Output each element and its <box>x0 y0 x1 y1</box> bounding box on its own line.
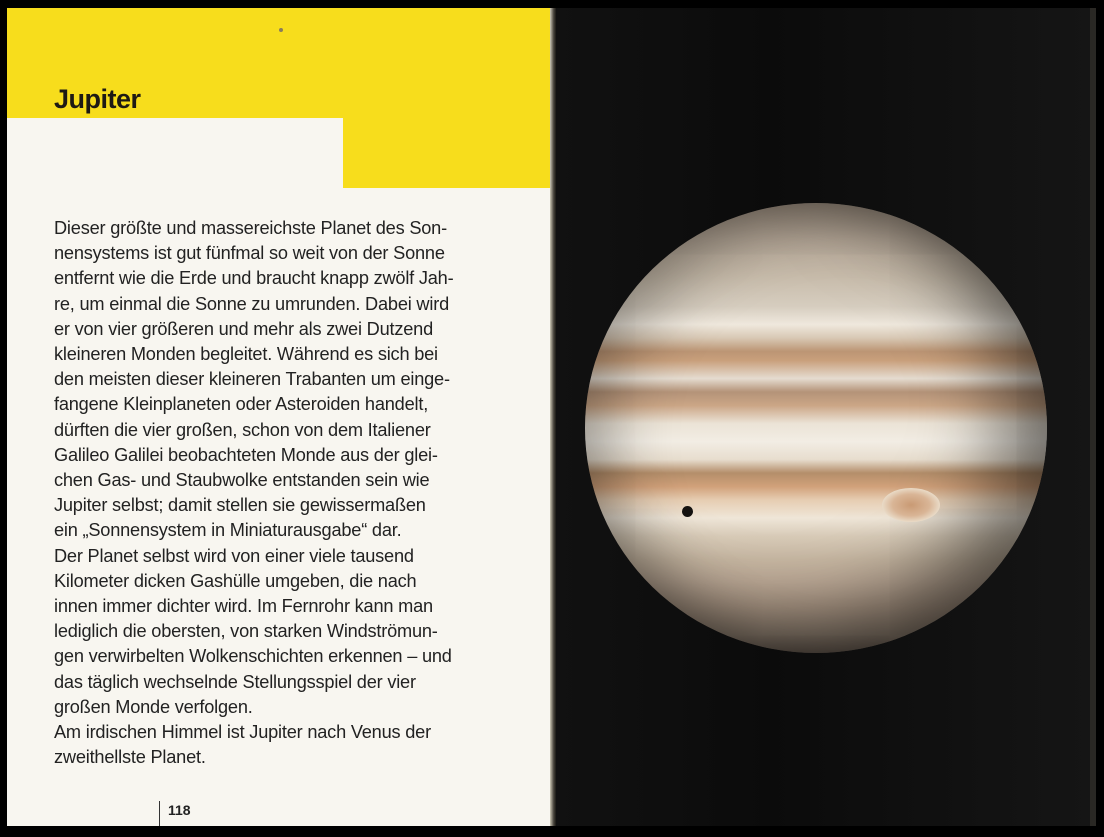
text-line: fangene Kleinplaneten oder Asteroiden handelt, <box>54 394 429 415</box>
text-line: Dieser größte und massereichste Planet des Son- <box>54 218 447 238</box>
moon-shadow <box>682 506 693 517</box>
great-red-spot <box>882 488 940 522</box>
text-line: re, um einmal die Sonne zu umrunden. Dabei wird <box>54 293 449 314</box>
text-line: chen Gas- und Staubwolke entstanden sein wie <box>54 470 430 491</box>
page-edge <box>1090 8 1096 826</box>
right-page <box>556 8 1090 826</box>
yellow-accent-block <box>343 118 550 188</box>
page-number-rule <box>159 801 160 826</box>
text-line: Der Planet selbst wird von einer viele tausend <box>54 545 414 566</box>
page-title: Jupiter <box>54 84 141 114</box>
text-line: das täglich wechselnde Stellungsspiel der vier <box>54 671 416 692</box>
text-line: dürften die vier großen, schon von dem Italiener <box>54 419 431 440</box>
text-line: Jupiter selbst; damit stellen sie gewissermaßen <box>54 495 426 516</box>
text-line: Galileo Galilei beobachteten Monde aus der glei- <box>54 444 438 465</box>
jupiter-planet-photo <box>585 203 1047 653</box>
text-line: den meisten dieser kleineren Trabanten um einge- <box>54 369 450 390</box>
left-page <box>7 8 551 826</box>
page-number: 118 <box>168 802 191 818</box>
text-line: innen immer dichter wird. Im Fernrohr kann man <box>54 596 433 617</box>
text-line: Kilometer dicken Gashülle umgeben, die nach <box>54 570 417 591</box>
print-speck <box>279 28 283 32</box>
text-line: kleineren Monden begleitet. Während es sich bei <box>54 344 438 365</box>
text-line: zweithellste Planet. <box>54 747 206 768</box>
body-text <box>54 216 524 770</box>
text-line: lediglich die obersten, von starken Windströmun- <box>54 621 438 642</box>
text-line: nensystems ist gut fünfmal so weit von der Sonne <box>54 243 445 264</box>
text-line: Am irdischen Himmel ist Jupiter nach Venus der <box>54 722 431 743</box>
text-line: großen Monde verfolgen. <box>54 696 253 717</box>
text-line: er von vier größeren und mehr als zwei Dutzend <box>54 318 433 339</box>
text-line: ein „Sonnensystem in Miniaturausgabe“ dar. <box>54 520 402 541</box>
text-line: gen verwirbelten Wolkenschichten erkennen – und <box>54 646 452 667</box>
text-line: entfernt wie die Erde und braucht knapp zwölf Jah- <box>54 268 454 289</box>
